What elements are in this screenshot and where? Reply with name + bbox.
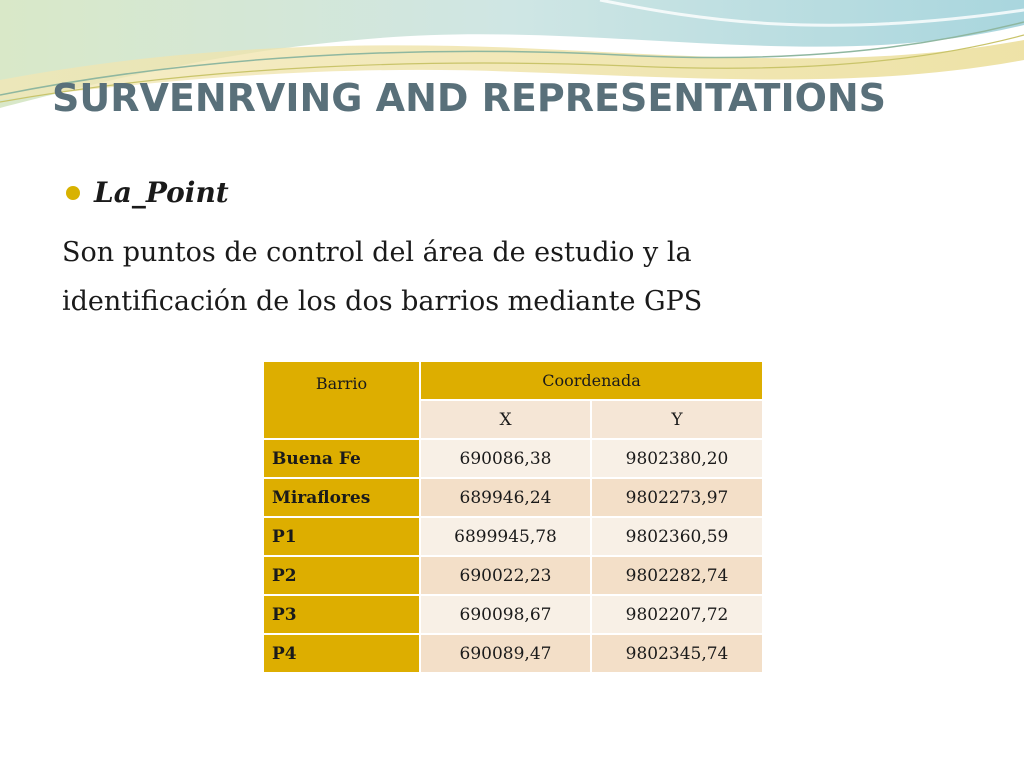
row-x: 690022,23	[420, 556, 591, 595]
row-x: 690098,67	[420, 595, 591, 634]
coordinates-table	[262, 360, 764, 674]
slide-title: SURVENRVING AND REPRESENTATIONS	[52, 76, 887, 120]
row-y: 9802380,20	[591, 439, 763, 478]
header-coordenada: Coordenada	[420, 361, 763, 400]
table-row	[263, 556, 763, 595]
row-x: 690089,47	[420, 634, 591, 673]
row-y: 9802360,59	[591, 517, 763, 556]
row-y: 9802282,74	[591, 556, 763, 595]
table-row	[263, 517, 763, 556]
row-x: 690086,38	[420, 439, 591, 478]
row-y: 9802345,74	[591, 634, 763, 673]
row-name: P3	[263, 595, 420, 634]
table-row	[263, 439, 763, 478]
bullet-item	[66, 176, 229, 209]
row-name: P1	[263, 517, 420, 556]
header-barrio: Barrio	[263, 361, 420, 439]
row-x: 6899945,78	[420, 517, 591, 556]
table-row	[263, 595, 763, 634]
body-paragraph	[62, 228, 942, 326]
table-row	[263, 634, 763, 673]
row-name: P2	[263, 556, 420, 595]
bullet-dot-icon	[66, 186, 80, 200]
row-name: Miraflores	[263, 478, 420, 517]
paragraph-line: identificación de los dos barrios mediante GPS	[62, 286, 703, 317]
row-name: Buena Fe	[263, 439, 420, 478]
header-x: X	[420, 400, 591, 439]
row-x: 689946,24	[420, 478, 591, 517]
row-y: 9802207,72	[591, 595, 763, 634]
row-name: P4	[263, 634, 420, 673]
paragraph-line: Son puntos de control del área de estudio y la	[62, 237, 692, 268]
table-row	[263, 478, 763, 517]
bullet-text: La_Point	[94, 176, 229, 209]
row-y: 9802273,97	[591, 478, 763, 517]
header-y: Y	[591, 400, 763, 439]
